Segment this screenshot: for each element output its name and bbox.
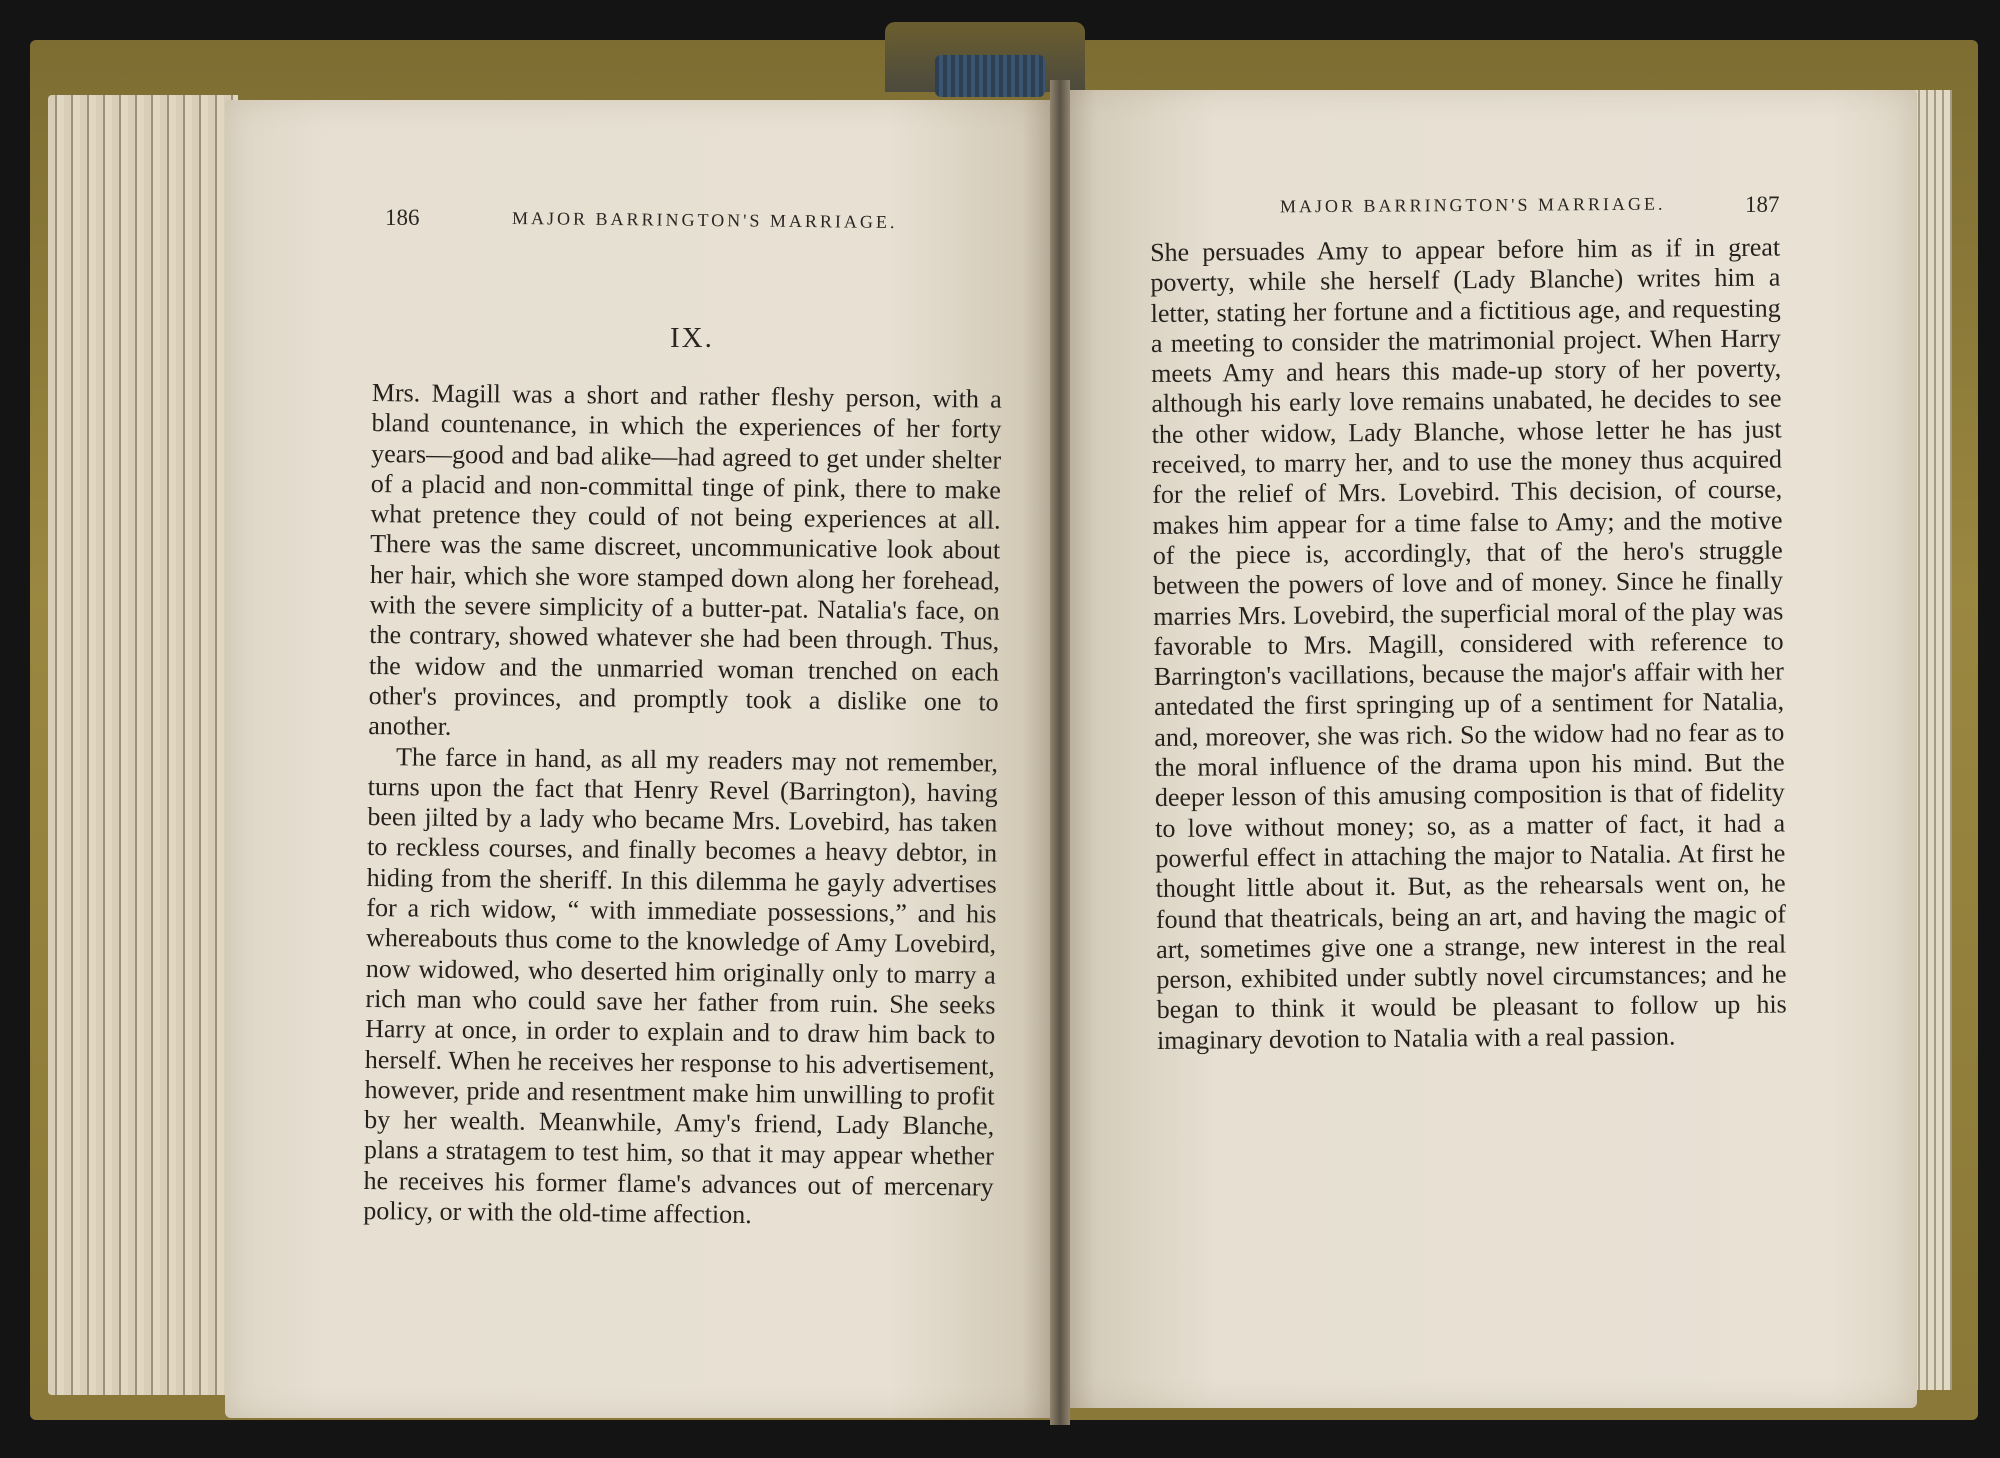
headband — [935, 55, 1045, 97]
left-page-number: 186 — [385, 205, 420, 230]
chapter-heading: IX. — [670, 322, 714, 354]
page-edges-left — [48, 95, 238, 1395]
paragraph: Mrs. Magill was a short and rather fleshy person, with a bland countenance, in which the experiences of her forty years—good and bad alike—had agreed to get under shelter of a placid and non-committal tinge of pink, there to make what pretence they could of not being experiences at all. There was the same discreet, uncommunicative look about her hair, which she wore stamped down along her forehead, with the severe simplicity of a butter-pat. Natalia's face, on the contrary, showed whatever she had been through. Thus, the widow and the unmarried woman trenched on each other's provinces, and promptly took a dislike one to another. — [368, 378, 1002, 742]
right-page-body — [1150, 233, 1787, 1056]
left-running-header: MAJOR BARRINGTON'S MARRIAGE. — [511, 207, 898, 233]
book-gutter — [1050, 80, 1070, 1425]
left-page-body — [363, 378, 1002, 1233]
paragraph: The farce in hand, as all my readers may not remember, turns upon the fact that Henry Revel (Barrington), having been jilted by a lady who became Mrs. Lovebird, has taken to reckless courses, and finally becomes a heavy debtor, in hiding from the sheriff. In this dilemma he gayly advertises for a rich widow, “ with immediate possessions,” and his whereabouts thus come to the knowledge of Amy Lovebird, now widowed, who deserted him originally only to marry a rich man who could save her father from ruin. She seeks Harry at once, in order to explain and to draw him back to herself. When he receives her response to his advertisement, however, pride and resentment make him unwilling to profit by her wealth. Meanwhile, Amy's friend, Lady Blanche, plans a stratagem to test him, so that it may appear whether he receives his former flame's advances out of mercenary policy, or with the old-time affection. — [363, 741, 999, 1230]
paragraph: She persuades Amy to appear before him as if in great poverty, while she herself (Lady Blanche) writes him a letter, stating her fortune and a fictitious age, and requesting a meeting to consider the matrimonial project. When Harry meets Amy and hears this made-up story of her poverty, although his early love remains unabated, he decides to see the other widow, Lady Blanche, whose letter he has just received, to marry her, and to use the money thus acquired for the relief of Mrs. Lovebird. This decision, of course, makes him appear for a time false to Amy; and the motive of the piece is, accordingly, that of the hero's struggle between the powers of love and of money. Since he finally marries Mrs. Lovebird, the superficial moral of the play was favorable to Mrs. Magill, considered with reference to Barrington's vacillations, because the major's affair with her antedated the first springing up of a sentiment for Natalia, and, moreover, she was rich. So the widow had no fear as to the moral influence of the drama upon his mind. But the deeper lesson of this amusing composition is that of fidelity to love without money; so, as a matter of fact, it had a powerful effect in attaching the major to Natalia. At first he thought little about it. But, as the rehearsals went on, he found that theatricals, being an art, and having the magic of art, sometimes give one a strange, new interest in the real person, exhibited under subtly novel circumstances; and he began to think it would be pleasant to follow up his imaginary devotion to Natalia with a real passion. — [1150, 232, 1787, 1055]
right-running-header: MAJOR BARRINGTON'S MARRIAGE. — [1279, 193, 1666, 217]
right-page-number: 187 — [1745, 192, 1780, 217]
